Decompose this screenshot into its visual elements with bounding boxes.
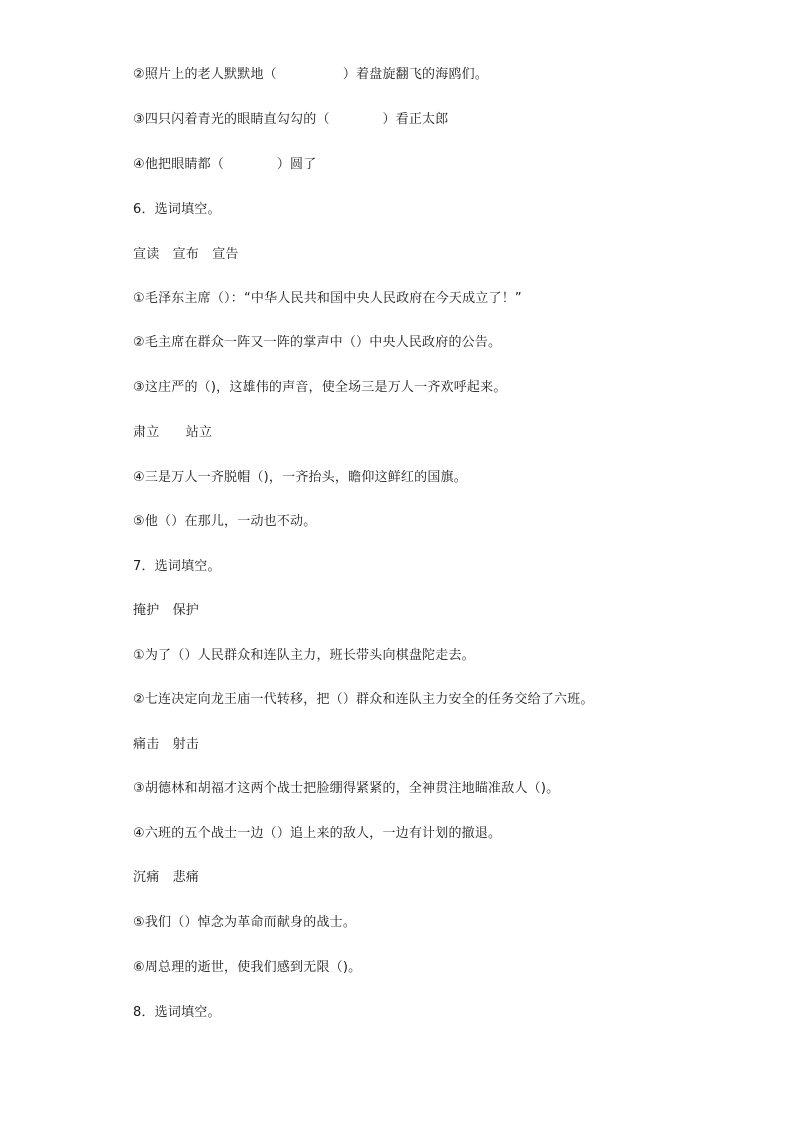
q6-item-1: ①毛泽东主席（）：“中华人民共和国中央人民政府在今天成立了！” [133, 291, 522, 306]
q7-item-6: ⑥周总理的逝世，使我们感到无限（)。 [133, 960, 362, 975]
word-choices-group-2: 肃立 站立 [133, 425, 213, 440]
question-6-heading: 6．选词填空。 [133, 202, 221, 217]
q7-item-4: ④六班的五个战士一边（）追上来的敌人，一边有计划的撤退。 [133, 826, 502, 841]
word-choices-group-1: 宣读 宣布 宣告 [133, 247, 239, 262]
q7-item-5: ⑤我们（）悼念为革命而献身的战士。 [133, 915, 357, 930]
q7-item-2: ②七连决定向龙王庙一代转移，把（）群众和连队主力安全的任务交给了六班。 [133, 692, 594, 707]
q7-item-1: ①为了（）人民群众和连队主力，班长带头向棋盘陀走去。 [133, 648, 475, 663]
q7-item-3: ③胡德林和胡福才这两个战士把脸绷得紧紧的，全神贯注地瞄准敌人（)。 [133, 781, 560, 796]
item-4-eyes-round: ④他把眼睛都（ ）圆了 [133, 157, 317, 172]
word-choices-group-3: 掩护 保护 [133, 603, 200, 618]
word-choices-group-5: 沉痛 悲痛 [133, 870, 200, 885]
question-7-heading: 7．选词填空。 [133, 559, 221, 574]
q6-item-5: ⑤他（）在那儿，一动也不动。 [133, 514, 317, 529]
word-choices-group-4: 痛击 射击 [133, 737, 200, 752]
q6-item-2: ②毛主席在群众一阵又一阵的掌声中（）中央人民政府的公告。 [133, 335, 502, 350]
item-3-four-eyes: ③四只闪着青光的眼睛直勾勾的（ ）看正太郎 [133, 112, 449, 127]
q6-item-4: ④三是万人一齐脱帽（)，一齐抬头，瞻仰这鲜红的国旗。 [133, 470, 467, 485]
q6-item-3: ③这庄严的（)，这雄伟的声音，使全场三是万人一齐欢呼起来。 [133, 380, 507, 395]
question-8-heading: 8．选词填空。 [133, 1005, 221, 1020]
item-2-photo-old-man: ②照片上的老人默默地（ ）着盘旋翻飞的海鸥们。 [133, 67, 489, 82]
